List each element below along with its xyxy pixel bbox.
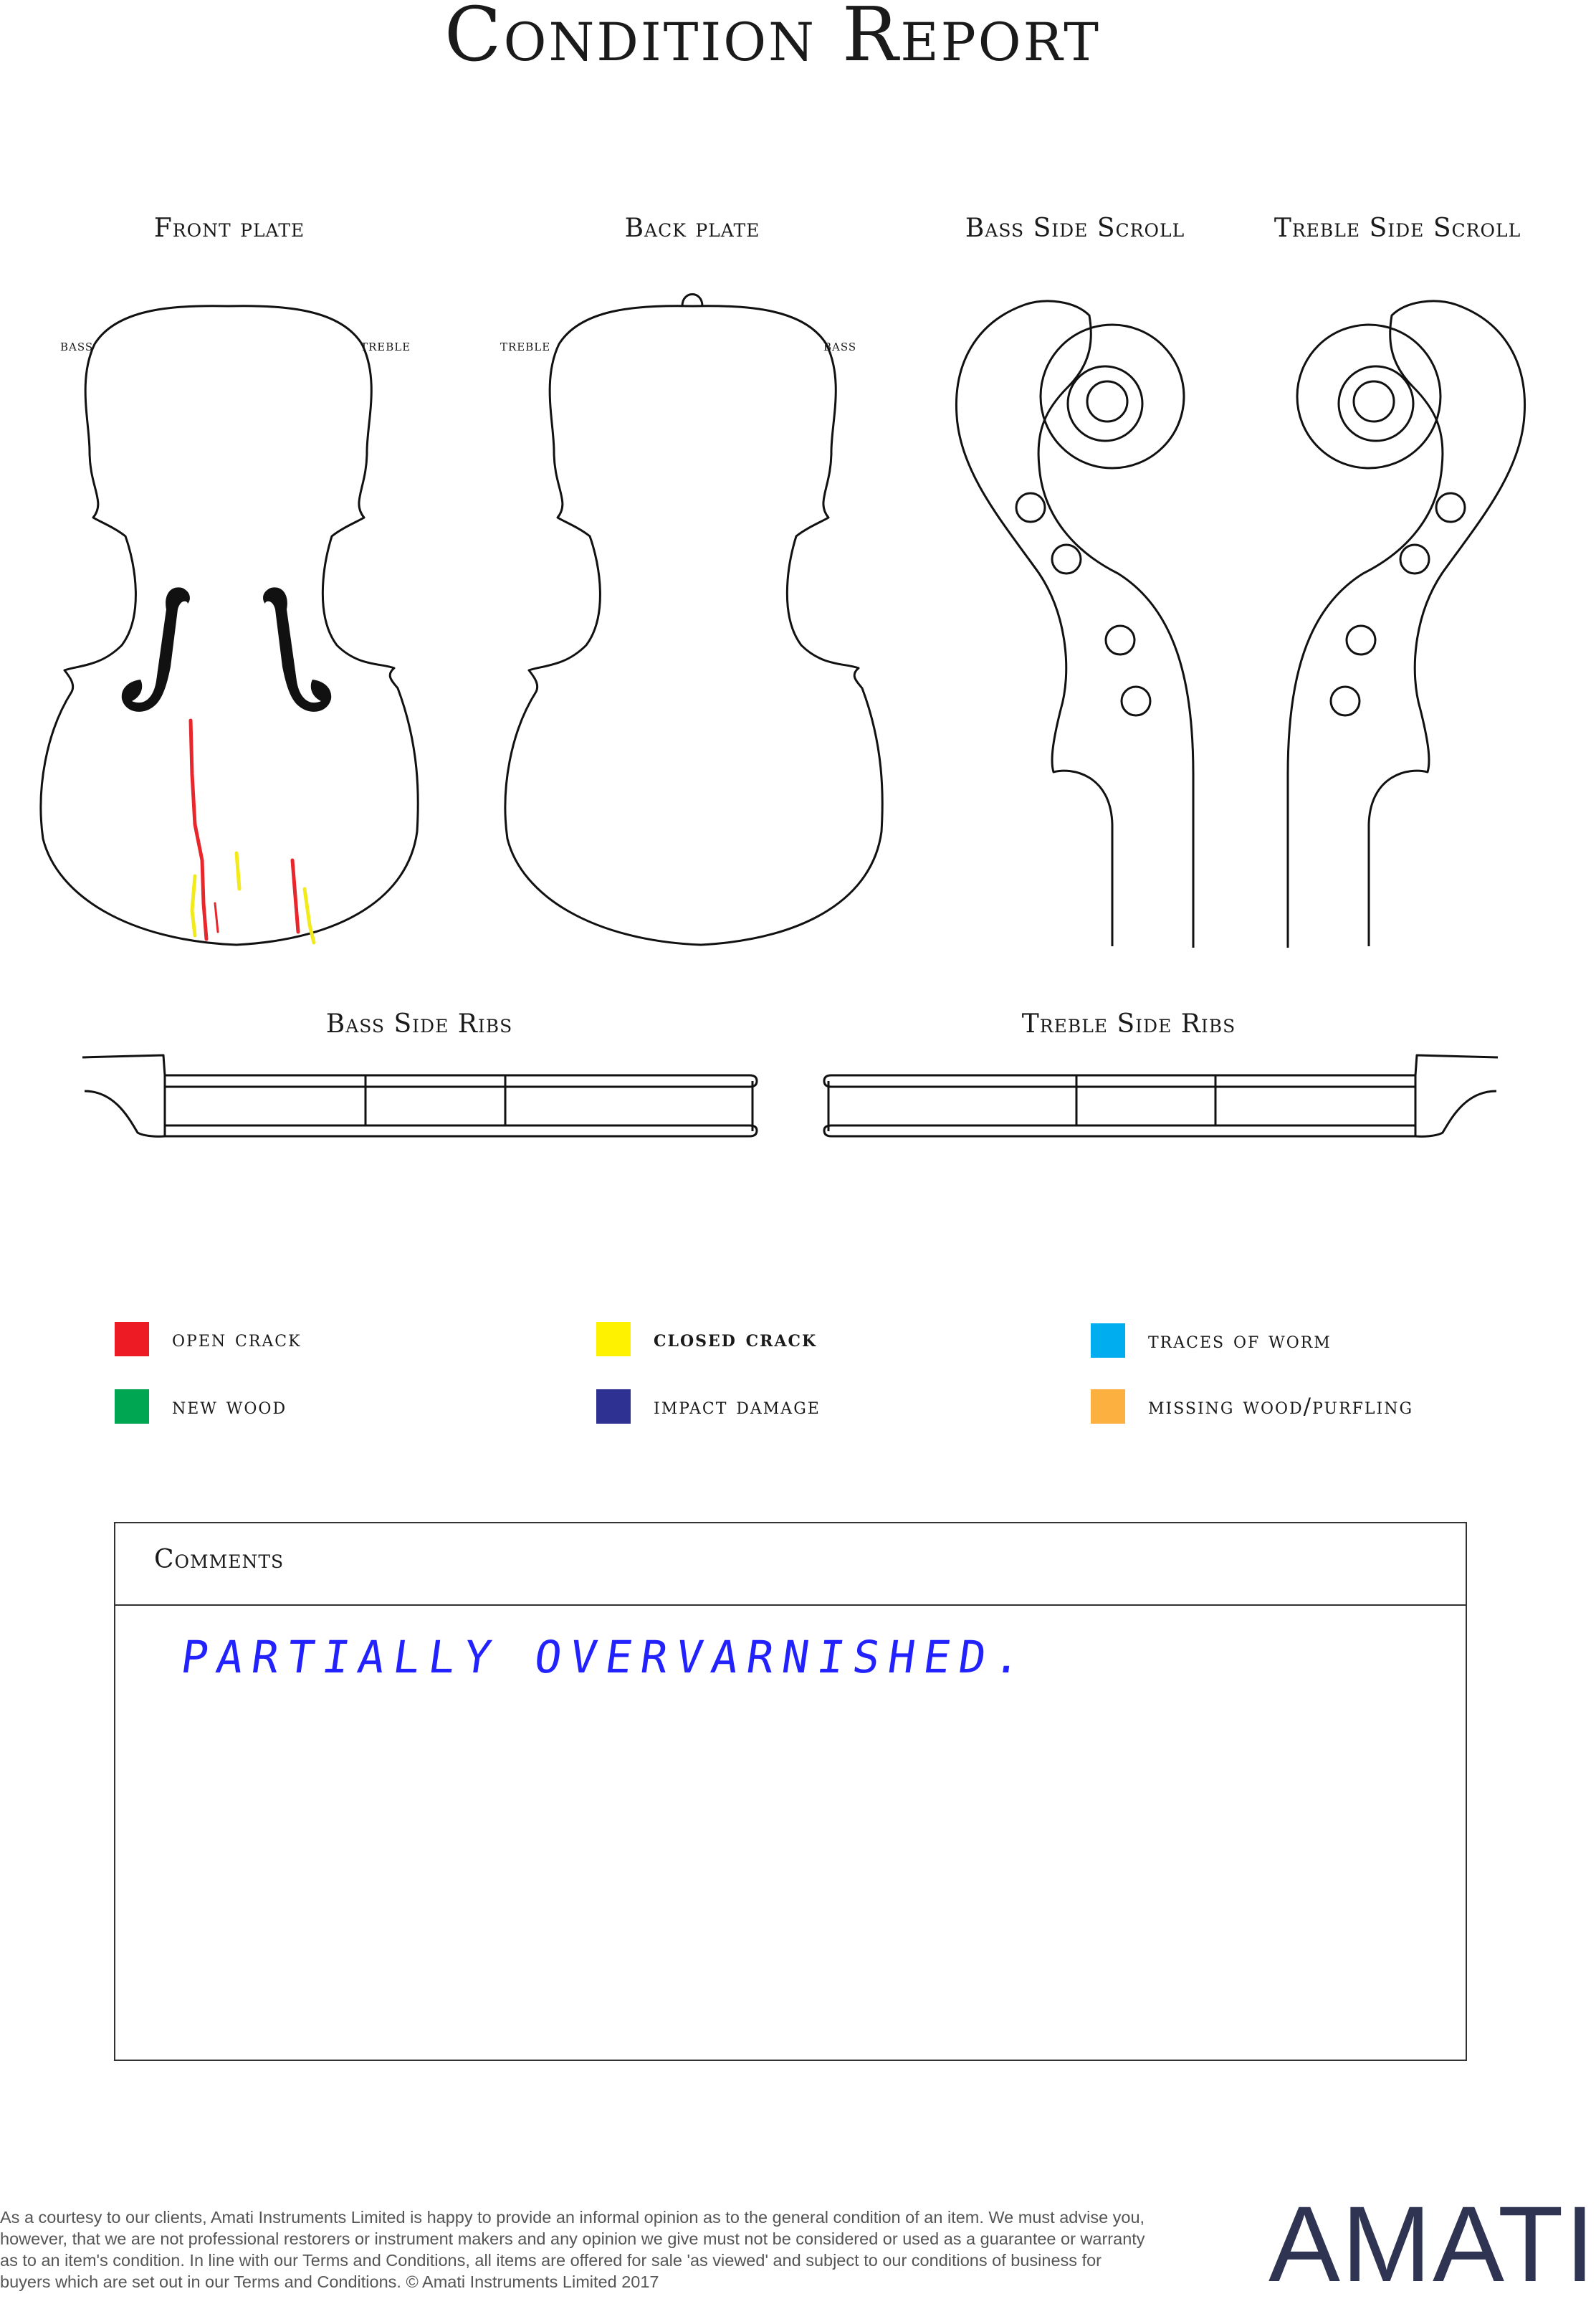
front-bass-label: bass <box>60 337 94 355</box>
legend-label: impact damage <box>654 1394 821 1419</box>
traces-of-worm-swatch <box>1091 1323 1125 1358</box>
bass-side-ribs <box>82 1055 757 1136</box>
right-f-hole <box>263 587 331 712</box>
legend-closed-crack <box>596 1321 817 1357</box>
back-bass-label: bass <box>823 337 857 355</box>
back-plate-label: Back plate <box>624 214 760 243</box>
back-plate-outline <box>505 306 882 945</box>
back-plate-button <box>682 295 702 307</box>
damage-marks <box>191 720 314 943</box>
legend-impact-damage <box>596 1389 821 1424</box>
legend-label: closed crack <box>654 1326 818 1352</box>
front-treble-label: treble <box>360 337 411 355</box>
open-crack-swatch <box>115 1322 149 1356</box>
bass-scroll-outline <box>956 301 1193 948</box>
treble-side-ribs <box>824 1055 1498 1136</box>
legend-label: new wood <box>172 1394 287 1419</box>
closed-crack-mark <box>192 876 195 936</box>
impact-damage-swatch <box>596 1389 631 1424</box>
closed-crack-swatch <box>596 1322 631 1356</box>
legend-traces-of-worm <box>1091 1323 1332 1358</box>
legend-missing-wood-purfling <box>1091 1389 1413 1424</box>
treble-scroll-outline <box>1288 301 1525 948</box>
treble-side-scroll-label: Treble Side Scroll <box>1274 214 1521 243</box>
comments-title: Comments <box>154 1545 285 1574</box>
legend-label: open crack <box>172 1326 302 1352</box>
back-treble-label: treble <box>500 337 551 355</box>
closed-crack-mark <box>236 853 239 889</box>
amati-logo: AMATI <box>1268 2184 1596 2304</box>
comments-box <box>114 1522 1467 2061</box>
bass-side-ribs-label: Bass Side Ribs <box>325 1009 513 1039</box>
front-plate-label: Front plate <box>153 214 305 243</box>
front-plate-outline <box>41 306 418 945</box>
new-wood-swatch <box>115 1389 149 1424</box>
legend-new-wood <box>115 1389 287 1424</box>
legend-label: missing wood/purfling <box>1148 1394 1414 1419</box>
page-title: Condition Report <box>444 0 1101 78</box>
comments-header <box>115 1523 1466 1606</box>
open-crack-mark <box>292 860 298 932</box>
disclaimer-text: As a courtesy to our clients, Amati Instruments Limited is happy to provide an informal opinion as to the general condition of an item. We must advise you, however, that we are not professional restorers or instrument makers and any opinion we give must not be considered or used as a guarantee or warranty as to an item's condition. In line with our Terms and Conditions, all items are offered for sale 'as viewed' and subject to our conditions of business for buyers which are set out in our Terms and Conditions. © Amati Instruments Limited 2017 <box>0 2208 1145 2291</box>
treble-side-ribs-label: Treble Side Ribs <box>1021 1009 1236 1039</box>
instrument-diagrams <box>0 0 1545 1161</box>
open-crack-mark <box>215 903 218 932</box>
left-f-hole <box>122 587 190 712</box>
handwritten-comment: PARTIALLY OVERVARNISHED. <box>177 1631 1033 1683</box>
missing-wood-swatch <box>1091 1389 1125 1424</box>
legend-open-crack <box>115 1321 302 1357</box>
legend-label: traces of worm <box>1148 1328 1332 1353</box>
bass-side-scroll-label: Bass Side Scroll <box>965 214 1185 243</box>
